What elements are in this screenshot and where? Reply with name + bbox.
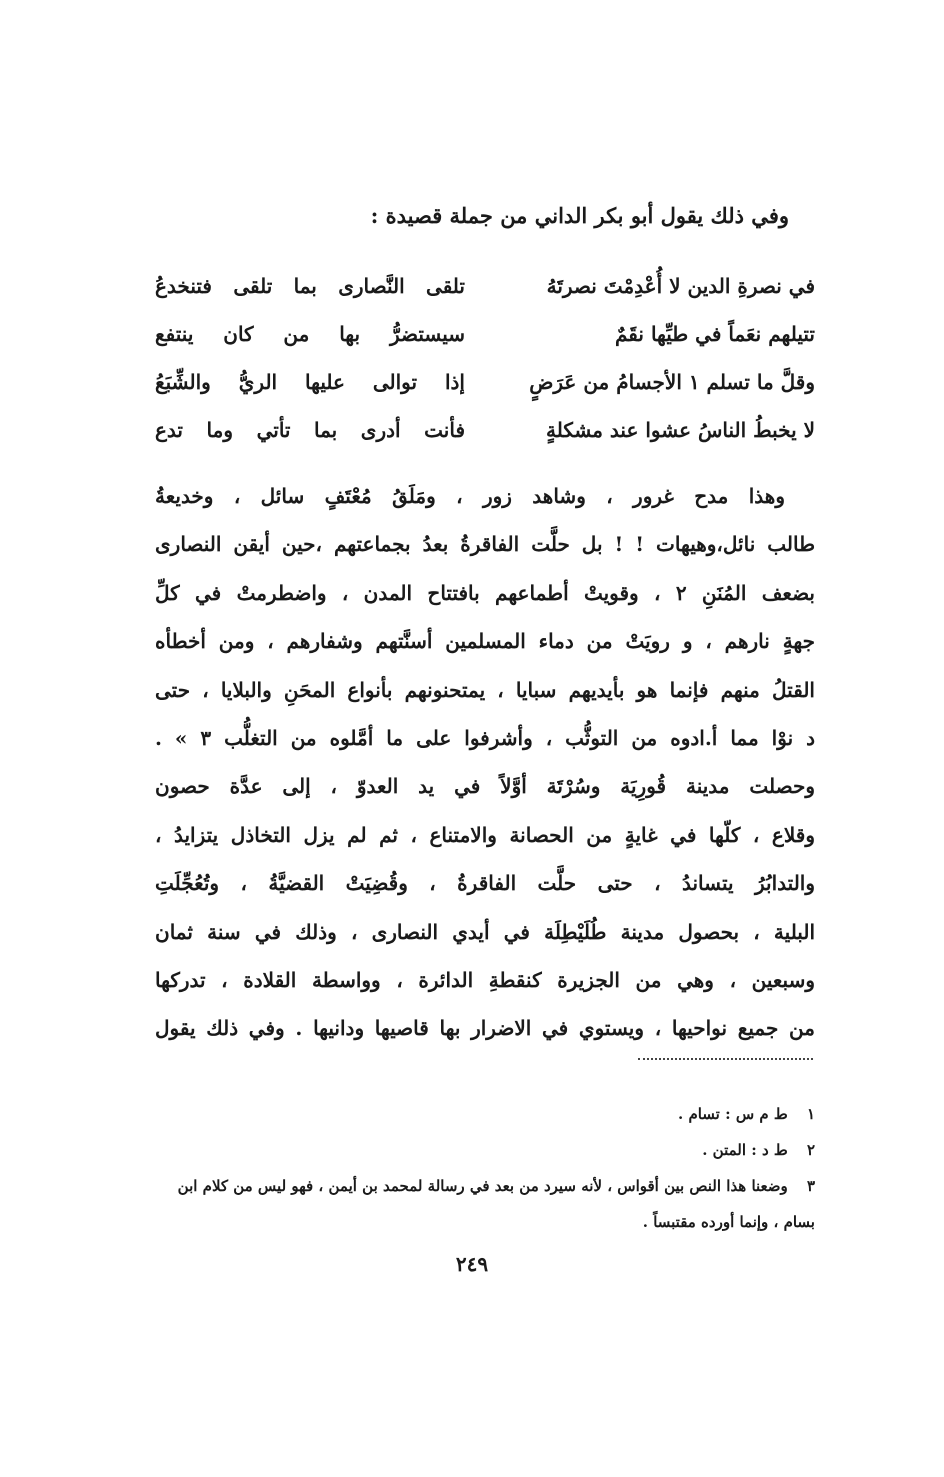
footnote (155, 1096, 815, 1132)
prose-line: طالب نائل،وهيهات ! ! بل حلَّت الفاقرةُ بعدُ بجماعتهم ،حين أيقن النصارى (155, 532, 815, 557)
prose-line: جهةٍ نارهم ، و رويَتْ من دماء المسلمين أسنَّتهم وشفارهم ، ومن أخطأه (155, 629, 815, 654)
footnotes (155, 1096, 815, 1240)
poem-second-hemistich: تلقى النَّصارى بما تلقى فتنخدعُ (155, 274, 465, 298)
prose-line: وقلاع ، كلّها في غايةٍ من الحصانة والامتناع ، ثم لم يزل التخاذل يتزايدُ ، (155, 822, 815, 847)
prose-line: بضعف المُنَنِ ٢ ، وقويتْ أطماعهم بافتتاح المدن ، واضطرمتْ في كلِّ (155, 580, 815, 605)
prose-line: والتدابُرُ يتساندُ ، حتى حلَّت الفاقرةُ ، وقُضِيَتْ القضيَّةُ ، وتُعُجِّلَتِ (155, 871, 815, 896)
footnote-number: ٢ (806, 1141, 815, 1159)
footnote-number: ٣ (806, 1177, 815, 1195)
intro-line: وفي ذلك يقول أبو بكر الداني من جملة قصيدة : (370, 203, 789, 228)
poem-first-hemistich: وقلَّ ما تسلم ١ الأجسامُ من عَرَضٍ (529, 370, 815, 394)
poem-verse (155, 310, 815, 358)
footnote-text: وضعنا هذا النص بين أقواس ، لأنه سيرد من بعد في رسالة لمحمد بن أيمن ، فهو ليس من كلام ابن بسام ، وإنما أورده مقتبساً . (177, 1177, 815, 1231)
page-number: ٢٤٩ (455, 1252, 489, 1276)
footnote (155, 1132, 815, 1168)
poem-second-hemistich: سيستضرُّ بها من كان ينتفع (155, 322, 465, 346)
prose-body (155, 472, 815, 1053)
poem-second-hemistich: إذا توالى عليها الريُّ والشِّبَعُ (155, 370, 465, 394)
poem-first-hemistich: تتيلهم نعَماً في طيِّها نقَمٌ (615, 322, 815, 346)
prose-line: د نوْا مما أ.ادوه من التوثُّب ، وأشرفوا على ما أمَّلوه من التغلُّب ٣ » . (155, 725, 815, 750)
footnote-divider (638, 1058, 813, 1060)
poem-first-hemistich: لا يخبطُ الناسُ عشوا عند مشكلةٍ (546, 418, 815, 442)
prose-line: وسبعين ، وهي من الجزيرة كنقطةِ الدائرة ، وواسطة القلادة ، تدركها (155, 967, 815, 992)
footnote-text: ط م س : تسام . (678, 1105, 788, 1123)
prose-line: من جميع نواحيها ، ويستوي في الاضرار بها قاصيها ودانيها . وفي ذلك يقول (155, 1016, 815, 1041)
footnote-text: ط د : المتن . (702, 1141, 788, 1159)
prose-line: وهذا مدح غرور ، وشاهد زور ، ومَلَقُ مُعْتَفٍ سائل ، وخديعةُ (155, 484, 785, 508)
prose-line: وحصلت مدينة قُورِيَة وسُرْتَة أوَّلاً في يد العدوّ ، إلى عدَّة حصون (155, 774, 815, 799)
poem-verse (155, 406, 815, 454)
footnote (155, 1168, 815, 1240)
poem-second-hemistich: فأنت أدرى بما تأتي وما تدع (155, 418, 465, 442)
footnote-number: ١ (806, 1105, 815, 1123)
poem (155, 262, 815, 454)
poem-first-hemistich: في نصرةِ الدين لا أُعْدِمْتَ نصرتَهُ (546, 274, 815, 298)
prose-line: البلية ، بحصول مدينة طُلَيْطِلَة في أيدي النصارى ، وذلك في سنة ثمان (155, 919, 815, 944)
poem-verse (155, 358, 815, 406)
poem-verse (155, 262, 815, 310)
prose-line: القتلُ منهم فإنما هو بأيديهم سبايا ، يمتحنونهم بأنواع المحَنِ والبلايا ، حتى (155, 677, 815, 702)
